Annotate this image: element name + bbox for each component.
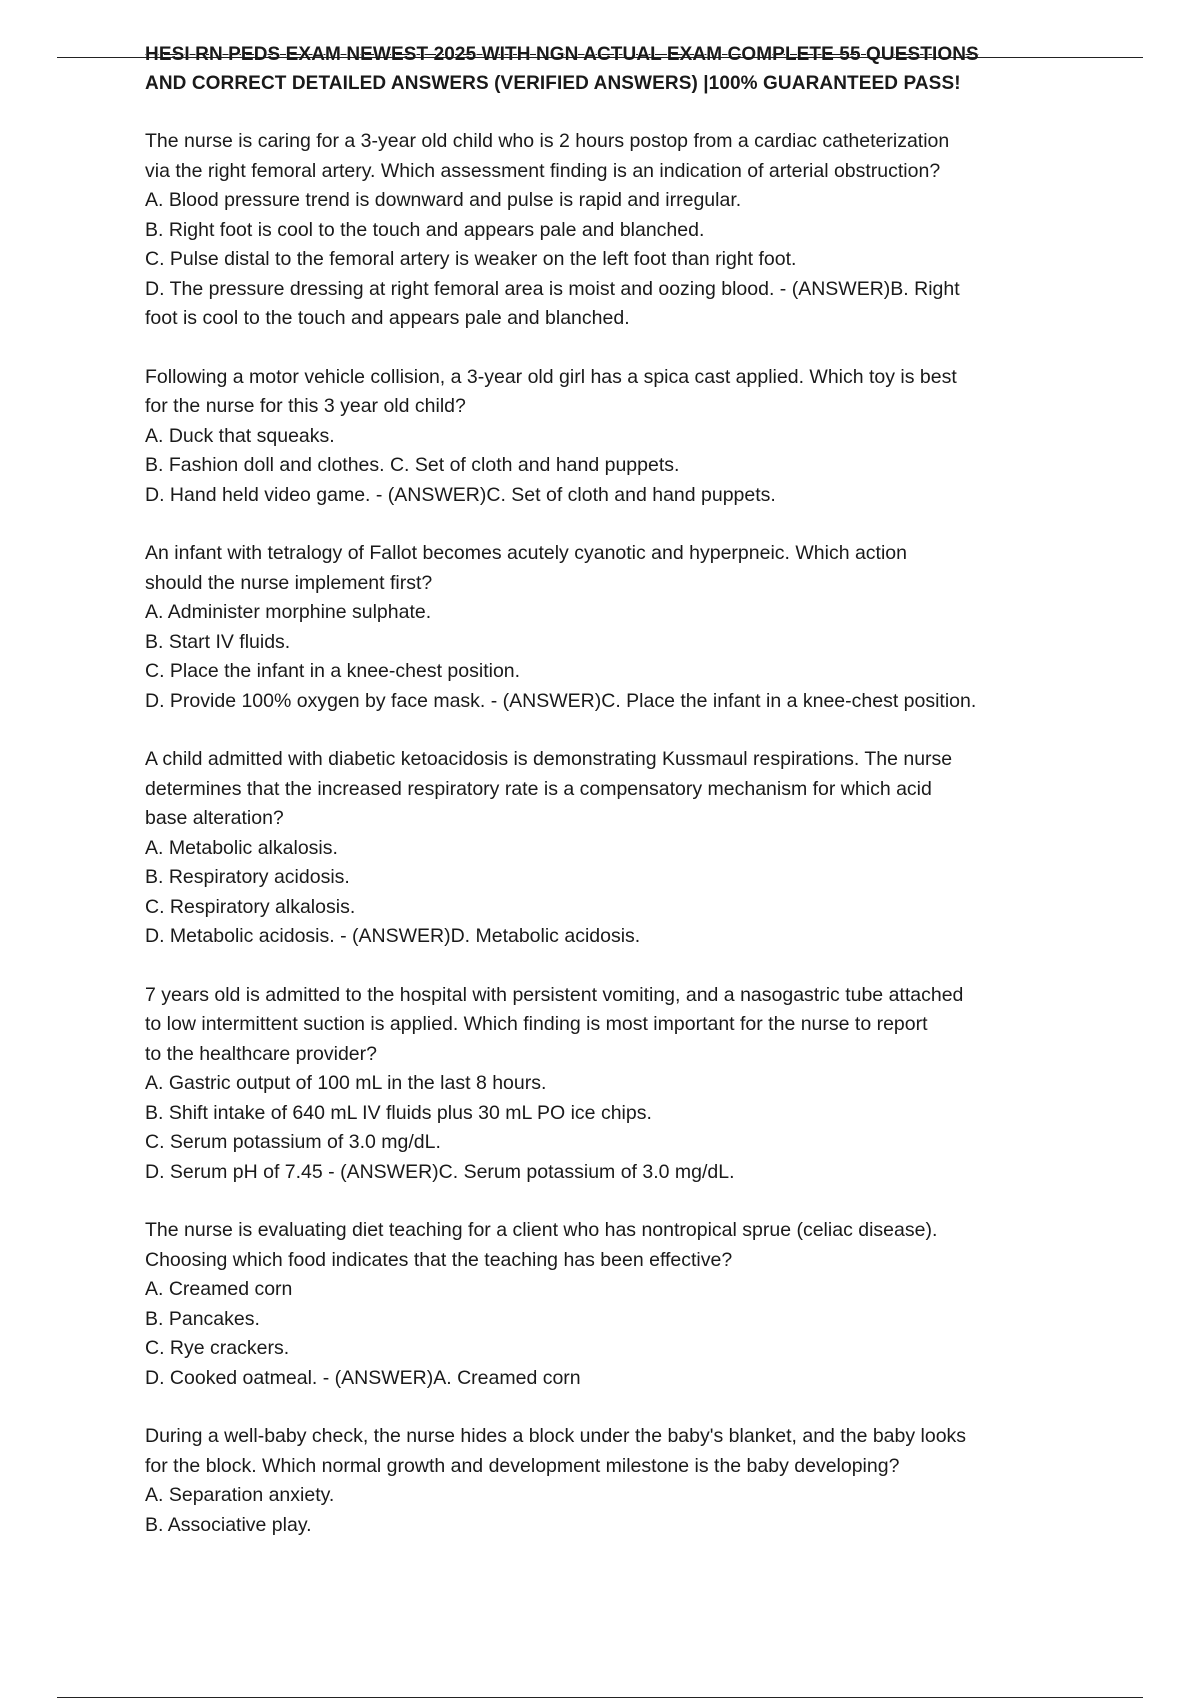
question-text-line: via the right femoral artery. Which assessment finding is an indication of arterial obstruction? [145,159,941,182]
question-text-line: A. Creamed corn [145,1278,293,1300]
question-text-line: B. Fashion doll and clothes. C. Set of cloth and hand puppets. [145,454,680,476]
question-text-line: A. Administer morphine sulphate. [145,601,432,623]
question-block [145,745,1105,952]
question-block [145,1422,1105,1540]
question-text-line: A. Separation anxiety. [145,1484,335,1506]
question-text-line: B. Shift intake of 640 mL IV fluids plus 30 mL PO ice chips. [145,1101,652,1124]
question-text-line: C. Serum potassium of 3.0 mg/dL. [145,1131,441,1153]
question-text-line: D. Cooked oatmeal. - (ANSWER)A. Creamed corn [145,1366,581,1389]
question-text-line: During a well-baby check, the nurse hides a block under the baby's blanket, and the baby looks [145,1425,967,1447]
question-text-line: Choosing which food indicates that the teaching has been effective? [145,1248,733,1271]
document-title-line-2: AND CORRECT DETAILED ANSWERS (VERIFIED ANSWERS) |100% GUARANTEED PASS! [145,73,961,94]
question-text-line: D. Hand held video game. - (ANSWER)C. Set of cloth and hand puppets. [145,483,776,506]
question-list [145,127,1105,1540]
question-text-line: D. The pressure dressing at right femoral area is moist and oozing blood. - (ANSWER)B. Right [145,277,960,300]
question-text-line: B. Start IV fluids. [145,630,291,653]
question-block [145,363,1105,511]
question-block [145,981,1105,1188]
question-text-line: C. Respiratory alkalosis. [145,895,356,918]
question-text-line: A. Metabolic alkalosis. [145,836,338,859]
question-text-line: 7 years old is admitted to the hospital with persistent vomiting, and a nasogastric tube attached [145,983,964,1006]
question-text-line: D. Provide 100% oxygen by face mask. - (ANSWER)C. Place the infant in a knee-chest position. [145,689,977,712]
question-text-line: for the nurse for this 3 year old child? [145,395,466,417]
question-text-line: An infant with tetralogy of Fallot becomes acutely cyanotic and hyperpneic. Which action [145,542,907,564]
question-text-line: to the healthcare provider? [145,1042,377,1065]
question-text-line: B. Pancakes. [145,1307,260,1330]
footer-rule [57,1697,1143,1698]
document-page [145,40,1105,1569]
question-text-line: The nurse is evaluating diet teaching for a client who has nontropical sprue (celiac disease). [145,1219,938,1241]
question-text-line: determines that the increased respiratory rate is a compensatory mechanism for which acid [145,777,932,800]
question-text-line: A child admitted with diabetic ketoacidosis is demonstrating Kussmaul respirations. The nurse [145,748,953,770]
question-text-line: C. Pulse distal to the femoral artery is weaker on the left foot than right foot. [145,248,797,270]
question-text-line: C. Rye crackers. [145,1337,290,1359]
question-block [145,539,1105,716]
question-text-line: D. Serum pH of 7.45 - (ANSWER)C. Serum potassium of 3.0 mg/dL. [145,1160,735,1183]
question-text-line: B. Associative play. [145,1513,312,1536]
question-text-line: to low intermittent suction is applied. Which finding is most important for the nurse to report [145,1013,928,1035]
question-block [145,127,1105,334]
question-text-line: B. Right foot is cool to the touch and appears pale and blanched. [145,218,705,241]
question-text-line: C. Place the infant in a knee-chest position. [145,660,521,682]
question-text-line: foot is cool to the touch and appears pale and blanched. [145,307,630,329]
question-text-line: A. Duck that squeaks. [145,424,335,447]
question-text-line: A. Gastric output of 100 mL in the last 8 hours. [145,1072,547,1094]
question-text-line: base alteration? [145,807,284,829]
question-text-line: B. Respiratory acidosis. [145,866,350,888]
question-text-line: should the nurse implement first? [145,571,433,594]
question-text-line: Following a motor vehicle collision, a 3-year old girl has a spica cast applied. Which toy is best [145,365,957,388]
question-block [145,1216,1105,1393]
question-text-line: for the block. Which normal growth and development milestone is the baby developing? [145,1454,900,1477]
question-text-line: The nurse is caring for a 3-year old child who is 2 hours postop from a cardiac catheterization [145,130,950,152]
question-text-line: D. Metabolic acidosis. - (ANSWER)D. Metabolic acidosis. [145,925,641,947]
question-text-line: A. Blood pressure trend is downward and pulse is rapid and irregular. [145,189,742,211]
document-title-line-1: HESI RN PEDS EXAM NEWEST 2025 WITH NGN ACTUAL EXAM COMPLETE 55 QUESTIONS [145,44,979,65]
